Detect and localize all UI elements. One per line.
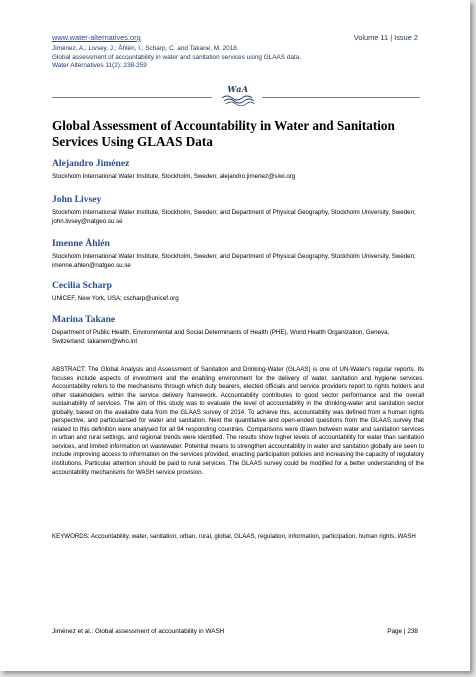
author-name: Alejandro Jiménez <box>52 158 130 169</box>
author-name: Cecilia Scharp <box>52 280 112 291</box>
running-footer: Jiménez et al.: Global assessment of accountability in WASH <box>52 628 225 635</box>
abstract-paragraph: ABSTRACT: The Global Analysis and Assessment of Sanitation and Drinking-Water (GLAAS) is one of UN-Water's regular reports. Its focuses include aspects of investment and the enabling environment for the delivery of water, sanitation and hygiene services. Accountability refers to the mechanisms through which duty bearers, elected officials and service providers report to rights holders and other stakeholders within the service delivery framework. Accountability contributes to good sector performance and the overall sustainability of services. The aim of this study was to evaluate the level of accountability in the drinking-water and sanitation sector globally, based on the available data from the GLAAS survey of 2014. To achieve this, accountability was defined from a human rights perspective, and particularised for water and sanitation. Next the quantitative and open-ended questions from the GLAAS survey that related to this definition were analysed for all 94 responding countries. Comparisons were drawn between water and sanitation services in urban and rural settings, and regional trends were identified. The results show higher levels of accountability for water than sanitation services, and limited information on wastewater. Potential means to strengthen accountability in water and sanitation globally are seen to include improving access to information on the services provided, enacting participation policies and increasing the capacity of regulatory institutions. Particular attention should be paid to rural services. The GLAAS survey could be modified for a better understanding of the accountability mechanisms for WASH service provision. <box>52 366 424 476</box>
author-block <box>52 194 424 226</box>
journal-url-link[interactable]: www.water-alternatives.org <box>52 33 141 42</box>
citation-block <box>52 45 422 71</box>
citation-line: Global assessment of accountability in water and sanitation services using GLAAS data. <box>52 53 302 61</box>
author-block <box>52 314 424 346</box>
citation-line: Jiménez, A.; Livsey, J.; Åhlén, I.; Scharp, C. and Takane, M. 2018. <box>52 45 239 52</box>
article-title: Global Assessment of Accountability in Water and Sanitation Services Using GLAAS Data <box>52 118 395 149</box>
citation-line: Water Alternatives 11(2): 238-259 <box>52 62 147 70</box>
wave-icon <box>216 84 260 106</box>
author-name: Marina Takane <box>52 314 116 325</box>
author-affiliation: UNICEF, New York, USA; cscharp@unicef.org <box>52 295 179 302</box>
author-name: John Livsey <box>52 194 102 205</box>
author-affiliation: Stockholm International Water Institute, Stockholm, Sweden; alejandro.jimenez@siwi.org <box>52 173 296 180</box>
author-block <box>52 158 424 181</box>
volume-issue: Volume 11 | Issue 2 <box>353 33 418 42</box>
keywords-paragraph: KEYWORDS: Accountability, water, sanitation, urban, rural, global, GLAAS, regulation, information, participation, human rights, WASH <box>52 533 416 540</box>
author-block <box>52 238 424 270</box>
header-divider-left <box>52 97 212 98</box>
author-affiliation: Department of Public Health, Environmental and Social Determinants of Health (PHE), World Health Organization, Geneva, Switzerland; takanem@who.int <box>52 329 390 346</box>
journal-logo <box>216 84 260 106</box>
page-number: Page | 238 <box>387 628 418 635</box>
author-affiliation: Stockholm International Water Institute, Stockholm, Sweden; and Department of Physical Geography, Stockholm University, Sweden; imenne.ahlen@natgeo.su.se <box>52 253 416 270</box>
author-block <box>52 280 424 303</box>
header-divider-right <box>262 97 420 98</box>
author-name: Imenne Åhlén <box>52 238 110 249</box>
author-affiliation: Stockholm International Water Institute, Stockholm, Sweden; and Department of Physical Geography, Stockholm University, Sweden; john.livsey@natgeo.su.se <box>52 209 416 226</box>
logo-text: WaA <box>227 84 249 94</box>
